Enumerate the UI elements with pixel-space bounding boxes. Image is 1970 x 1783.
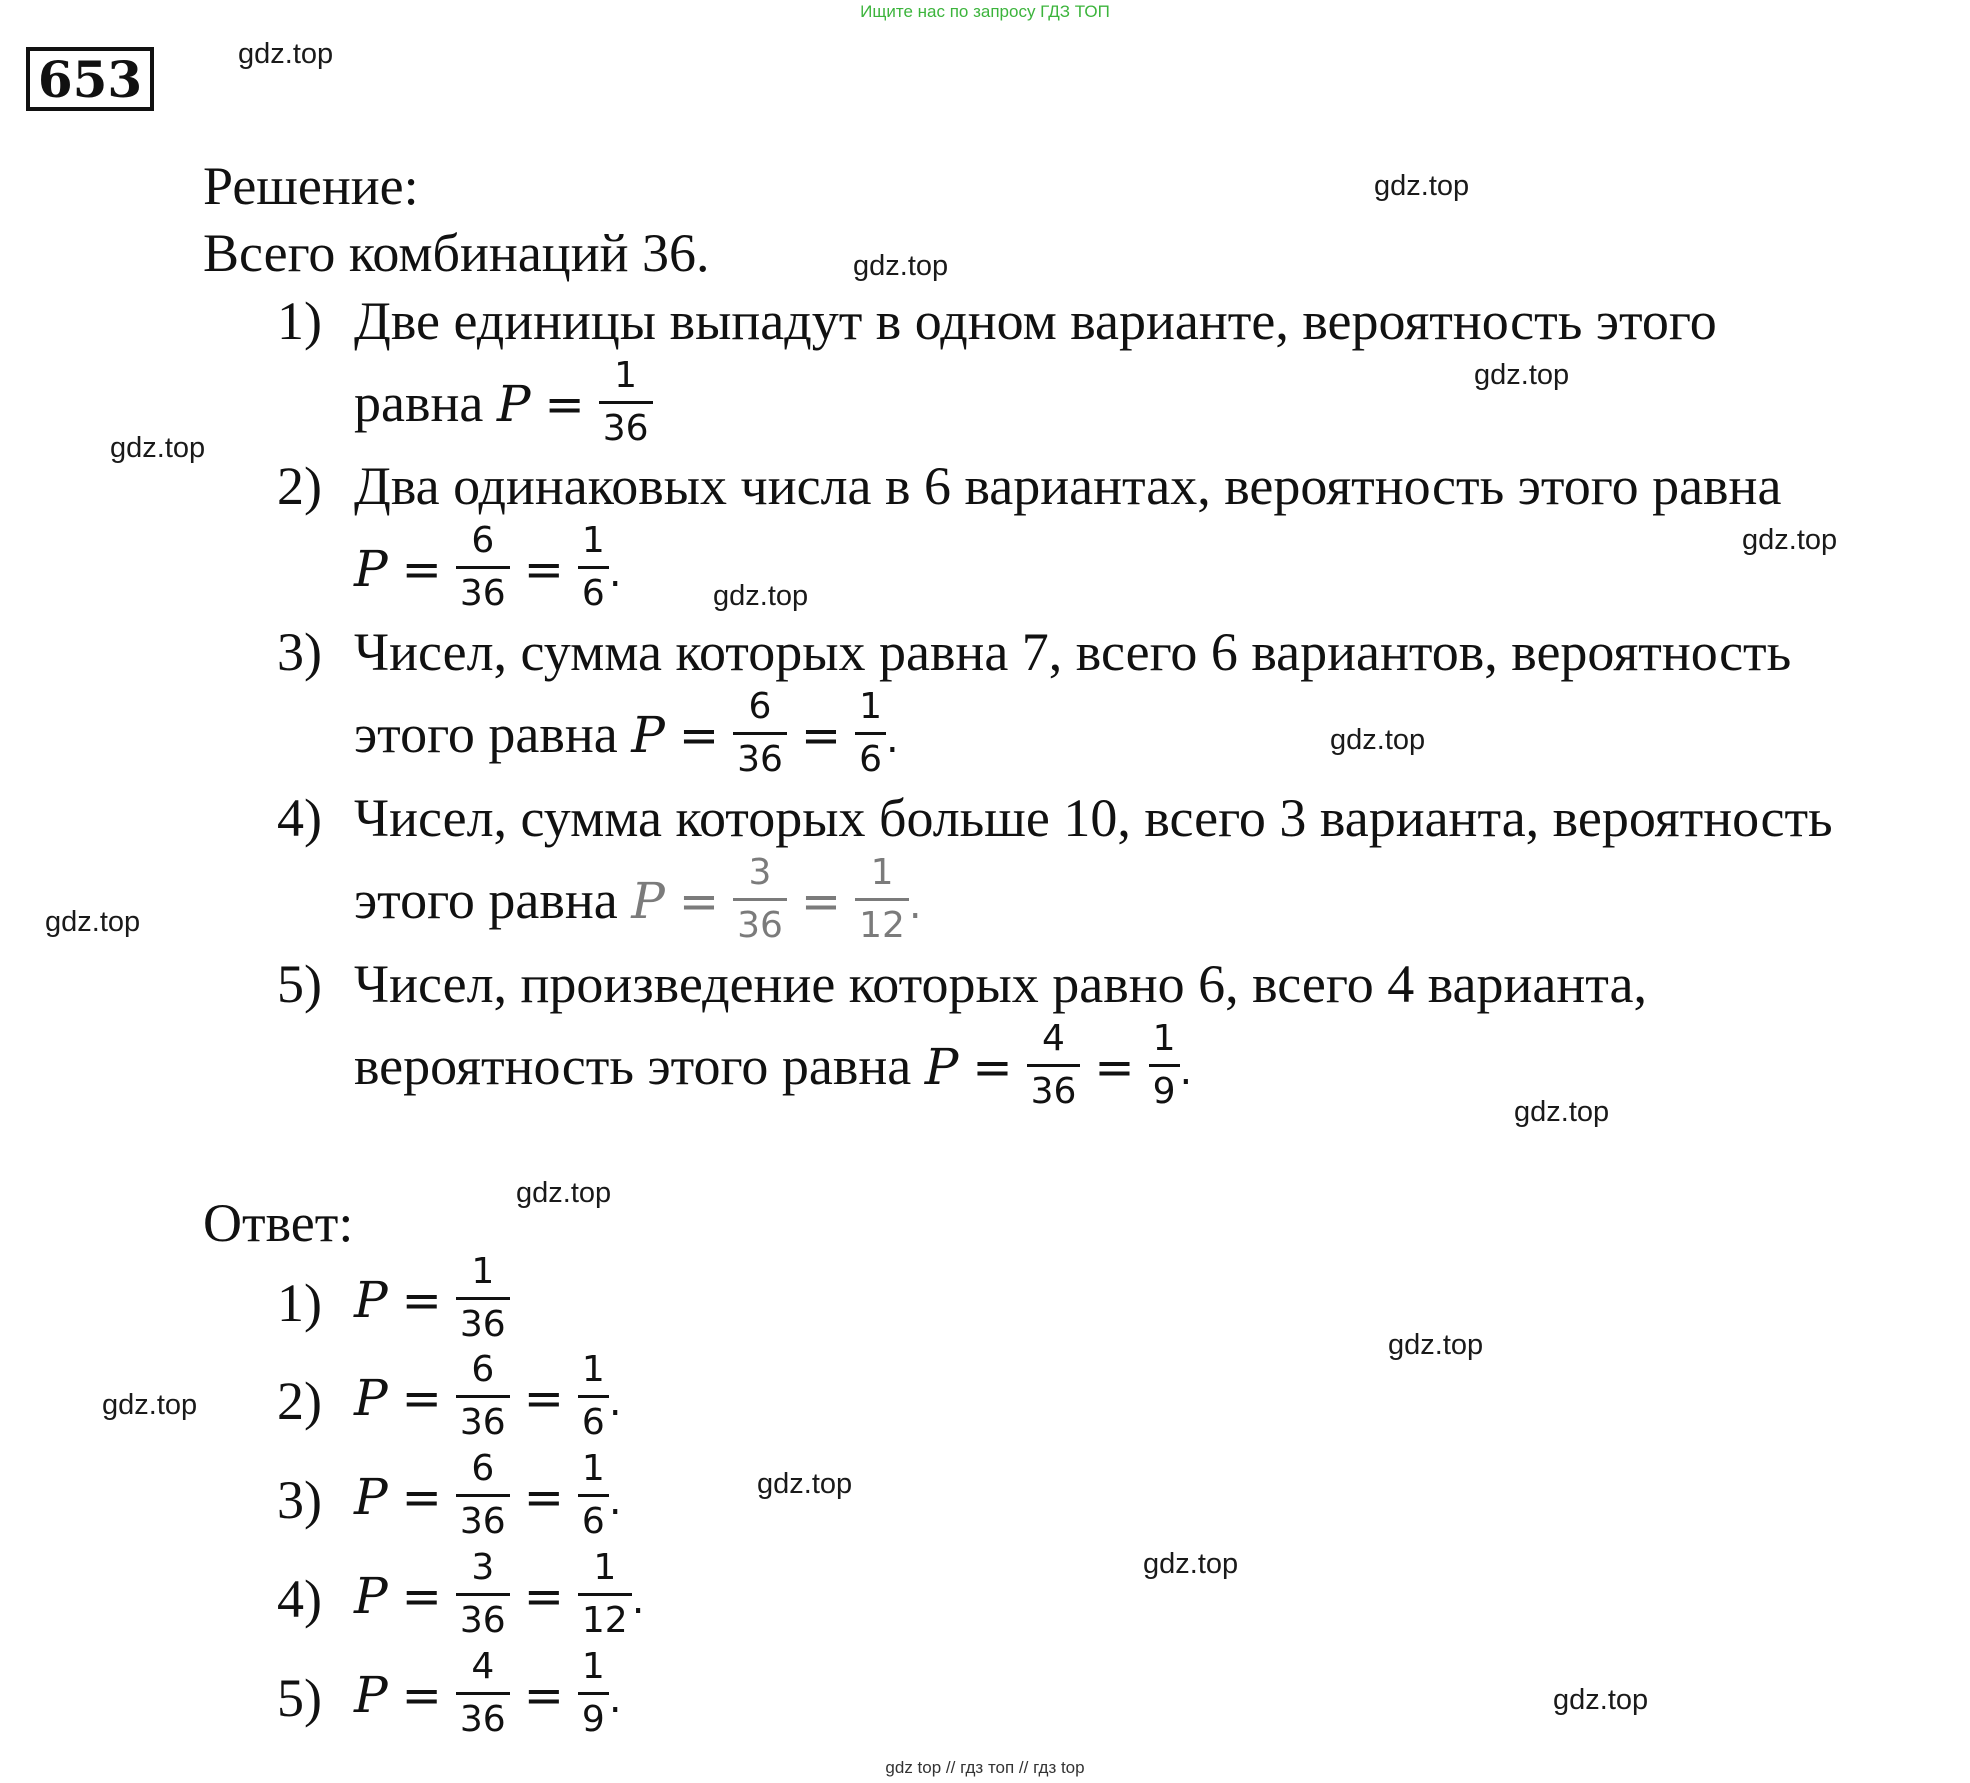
fraction: $\frac{1}{6}$ xyxy=(578,1449,609,1542)
fraction: $\frac{3}{36}$ xyxy=(456,1548,510,1641)
item-text: Чисел, сумма которых равна 7, всего 6 вариантов, вероятность xyxy=(354,622,1792,682)
item-number: 5) xyxy=(277,954,322,1014)
fraction: $\frac{1}{6}$ xyxy=(855,687,886,780)
answer-number: 1) xyxy=(277,1273,322,1333)
top-banner: Ищите нас по запросу ГДЗ ТОП xyxy=(860,2,1110,21)
item-text: Чисел, произведение которых равно 6, всего 4 варианта, xyxy=(354,954,1647,1014)
watermark: gdz.top xyxy=(516,1177,612,1209)
answer-formula: P = $\frac{4}{36}$ = $\frac{1}{9}$ . xyxy=(354,1646,622,1740)
fraction: $\frac{1}{9}$ xyxy=(1149,1019,1180,1112)
fraction: $\frac{6}{36}$ xyxy=(733,687,787,780)
item-number: 2) xyxy=(277,456,322,516)
answer-formula: P = $\frac{3}{36}$ = $\frac{1}{12}$ . xyxy=(354,1547,645,1641)
item-text: Два одинаковых числа в 6 вариантах, вероятность этого равна xyxy=(354,456,1782,516)
watermark: gdz.top xyxy=(238,38,334,70)
answer-heading: Ответ: xyxy=(203,1193,354,1253)
footer: gdz top // гдз топ // гдз top xyxy=(885,1758,1085,1777)
answer-formula: P = $\frac{6}{36}$ = $\frac{1}{6}$ . xyxy=(354,1448,622,1542)
item-formula-line: этого равна P = $\frac{3}{36}$ = $\frac{1}{12}$ . xyxy=(354,852,922,946)
item-formula-line: этого равна P = $\frac{6}{36}$ = $\frac{1}{6}$ . xyxy=(354,686,899,780)
watermark: gdz.top xyxy=(1514,1096,1610,1128)
watermark: gdz.top xyxy=(757,1468,853,1500)
fraction: $\frac{6}{36}$ xyxy=(456,521,510,614)
answer-number: 2) xyxy=(277,1371,322,1431)
fraction: $\frac{1}{36}$ xyxy=(456,1252,510,1345)
item-formula-line: P = $\frac{6}{36}$ = $\frac{1}{6}$ . xyxy=(354,520,622,614)
fraction: $\frac{1}{6}$ xyxy=(578,521,609,614)
fraction: $\frac{3}{36}$ xyxy=(733,853,787,946)
answer-number: 3) xyxy=(277,1470,322,1530)
watermark: gdz.top xyxy=(853,250,949,282)
item-formula-line: вероятность этого равна P = $\frac{4}{36}$ = $\frac{1}{9}$ . xyxy=(354,1018,1193,1112)
watermark: gdz.top xyxy=(1388,1329,1484,1361)
fraction: $\frac{1}{12}$ xyxy=(578,1548,632,1641)
watermark: gdz.top xyxy=(1143,1548,1239,1580)
watermark: gdz.top xyxy=(1374,170,1470,202)
watermark: gdz.top xyxy=(1474,359,1570,391)
item-number: 4) xyxy=(277,788,322,848)
solution-heading: Решение: xyxy=(203,156,419,216)
fraction: $\frac{1}{9}$ xyxy=(578,1647,609,1740)
watermark: gdz.top xyxy=(713,580,809,612)
item-formula-line: равна P = $\frac{1}{36}$ xyxy=(354,362,653,455)
item-text: Чисел, сумма которых больше 10, всего 3 варианта, вероятность xyxy=(354,788,1833,848)
total-combinations: Всего комбинаций 36. xyxy=(203,223,710,283)
watermark: gdz.top xyxy=(1742,524,1838,556)
answer-number: 4) xyxy=(277,1569,322,1629)
answer-formula: P = $\frac{1}{36}$ xyxy=(354,1258,510,1351)
watermark: gdz.top xyxy=(45,906,141,938)
fraction: $\frac{4}{36}$ xyxy=(1027,1019,1081,1112)
answer-formula: P = $\frac{6}{36}$ = $\frac{1}{6}$ . xyxy=(354,1349,622,1443)
watermark: gdz.top xyxy=(1330,724,1426,756)
item-number: 1) xyxy=(277,291,322,351)
watermark: gdz.top xyxy=(110,432,206,464)
problem-number: 653 xyxy=(26,47,154,111)
fraction: $\frac{6}{36}$ xyxy=(456,1449,510,1542)
watermark: gdz.top xyxy=(102,1389,198,1421)
watermark: gdz.top xyxy=(1553,1684,1649,1716)
fraction: $\frac{6}{36}$ xyxy=(456,1350,510,1443)
fraction: $\frac{1}{6}$ xyxy=(578,1350,609,1443)
item-number: 3) xyxy=(277,622,322,682)
item-text: Две единицы выпадут в одном варианте, вероятность этого xyxy=(354,291,1717,351)
fraction: $\frac{1}{36}$ xyxy=(599,356,653,449)
fraction: $\frac{1}{12}$ xyxy=(855,853,909,946)
answer-number: 5) xyxy=(277,1668,322,1728)
fraction: $\frac{4}{36}$ xyxy=(456,1647,510,1740)
